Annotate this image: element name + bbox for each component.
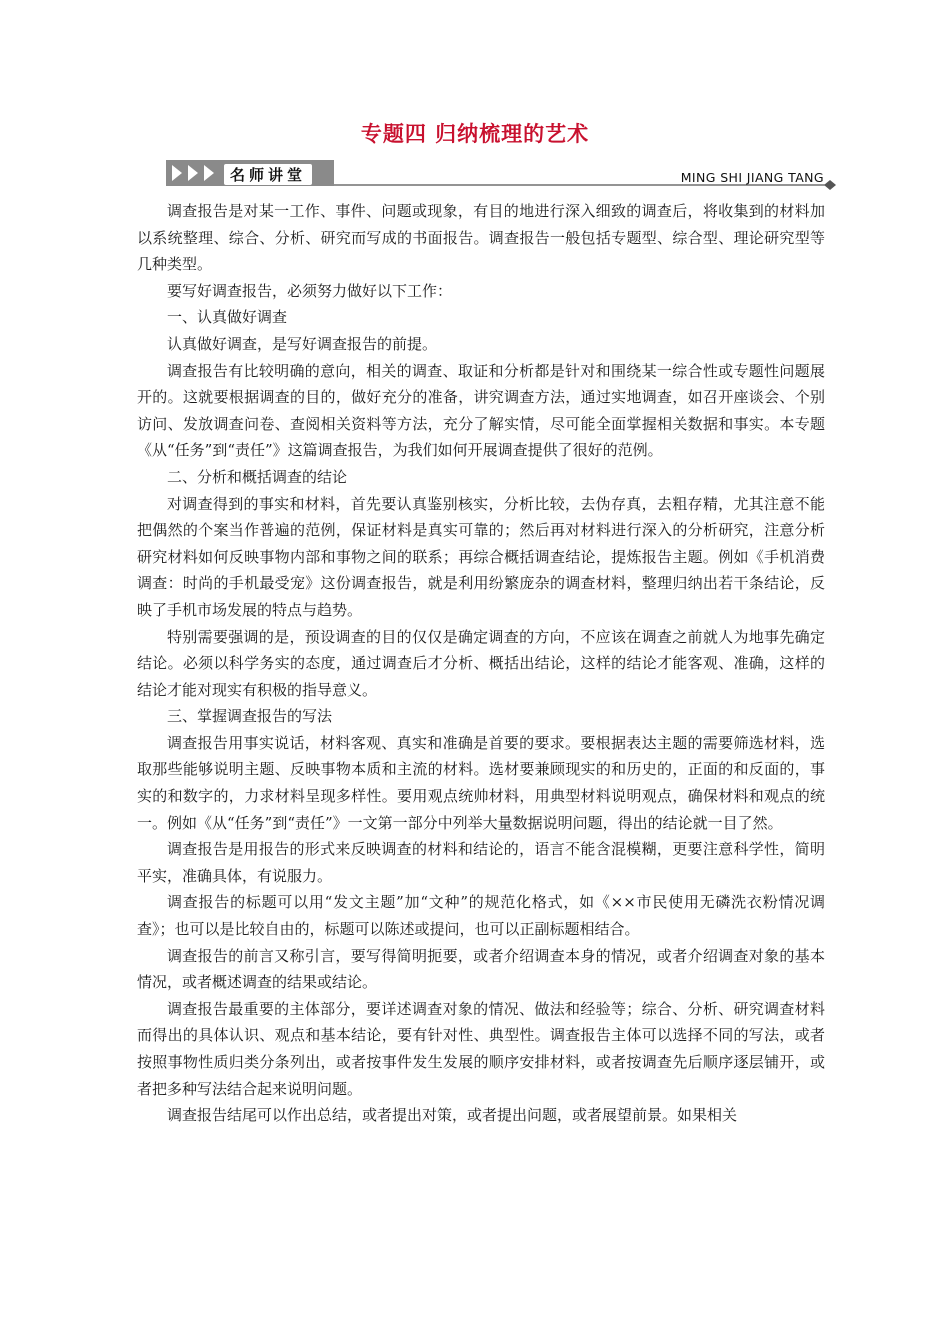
paragraph: 调查报告有比较明确的意向，相关的调查、取证和分析都是针对和围绕某一综合性或专题性问题展开的。这就要根据调查的目的，做好充分的准备，讲究调查方法，通过实地调查，如召开座谈会、个别访问、发放调查问卷、查阅相关资料等方法，充分了解实情，尽可能全面掌握相关数据和事实。本专题《从“任务”到“责任”》这篇调查报告，为我们如何开展调查提供了很好的范例。 <box>137 361 825 460</box>
article-body <box>137 198 825 1129</box>
paragraph: 调查报告是用报告的形式来反映调查的材料和结论的，语言不能含混模糊，更要注意科学性，简明平实，准确具体，有说服力。 <box>137 840 825 885</box>
paragraph: 调查报告结尾可以作出总结，或者提出对策，或者提出问题，或者展望前景。如果相关 <box>167 1106 738 1125</box>
paragraph: 调查报告的标题可以用“发文主题”加“文种”的规范化格式，如《××市民使用无磷洗衣粉情况调查》；也可以是比较自由的，标题可以陈述或提问，也可以正副标题相结合。 <box>137 893 825 939</box>
paragraph: 调查报告用事实说话，材料客观、真实和准确是首要的要求。要根据表达主题的需要筛选材料，选取那些能够说明主题、反映事物本质和主流的材料。选材要兼顾现实的和历史的，正面的和反面的，事实的和数字的，力求材料呈现多样性。要用观点统帅材料，用典型材料说明观点，确保材料和观点的统一。例如《从“任务”到“责任”》一文第一部分中列举大量数据说明问题，得出的结论就一目了然。 <box>137 733 825 832</box>
page-title: 专题四 归纳梳理的艺术 <box>360 122 590 146</box>
section-banner <box>166 158 842 190</box>
section-heading: 三、掌握调查报告的写法 <box>167 707 333 726</box>
banner-label: 名师讲堂 <box>224 164 312 185</box>
paragraph: 调查报告是对某一工作、事件、问题或现象，有目的地进行深入细致的调查后，将收集到的材料加以系统整理、综合、分析、研究而写成的书面报告。调查报告一般包括专题型、综合型、理论研究型等几种类型。 <box>137 202 825 274</box>
paragraph: 对调查得到的事实和材料，首先要认真鉴别核实，分析比较，去伪存真，去粗存精，尤其注意不能把偶然的个案当作普遍的范例，保证材料是真实可靠的；然后再对材料进行深入的分析研究，注意分析研究材料如何反映事物内部和事物之间的联系；再综合概括调查结论，提炼报告主题。例如《手机消费调查：时尚的手机最受宠》这份调查报告，就是利用纷繁庞杂的调查材料，整理归纳出若干条结论，反映了手机市场发展的特点与趋势。 <box>137 494 825 619</box>
paragraph: 要写好调查报告，必须努力做好以下工作： <box>167 281 453 300</box>
section-heading: 二、分析和概括调查的结论 <box>167 467 348 486</box>
banner-pinyin: MING SHI JIANG TANG <box>680 170 824 185</box>
paragraph: 认真做好调查，是写好调查报告的前提。 <box>167 334 438 353</box>
paragraph: 调查报告最重要的主体部分，要详述调查对象的情况、做法和经验等；综合、分析、研究调查材料而得出的具体认识、观点和基本结论，要有针对性、典型性。调查报告主体可以选择不同的写法，或者按照事物性质归类分条列出，或者按事件发生发展的顺序安排材料，或者按调查先后顺序逐层铺开，或者把多种写法结合起来说明问题。 <box>137 999 825 1098</box>
paragraph: 特别需要强调的是，预设调查的目的仅仅是确定调查的方向，不应该在调查之前就人为地事先确定结论。必须以科学务实的态度，通过调查后才分析、概括出结论，这样的结论才能客观、准确，这样的结论才能对现实有积极的指导意义。 <box>137 627 825 699</box>
section-heading: 一、认真做好调查 <box>167 308 288 327</box>
paragraph: 调查报告的前言又称引言，要写得简明扼要，或者介绍调查本身的情况，或者介绍调查对象的基本情况，或者概述调查的结果或结论。 <box>137 946 825 992</box>
